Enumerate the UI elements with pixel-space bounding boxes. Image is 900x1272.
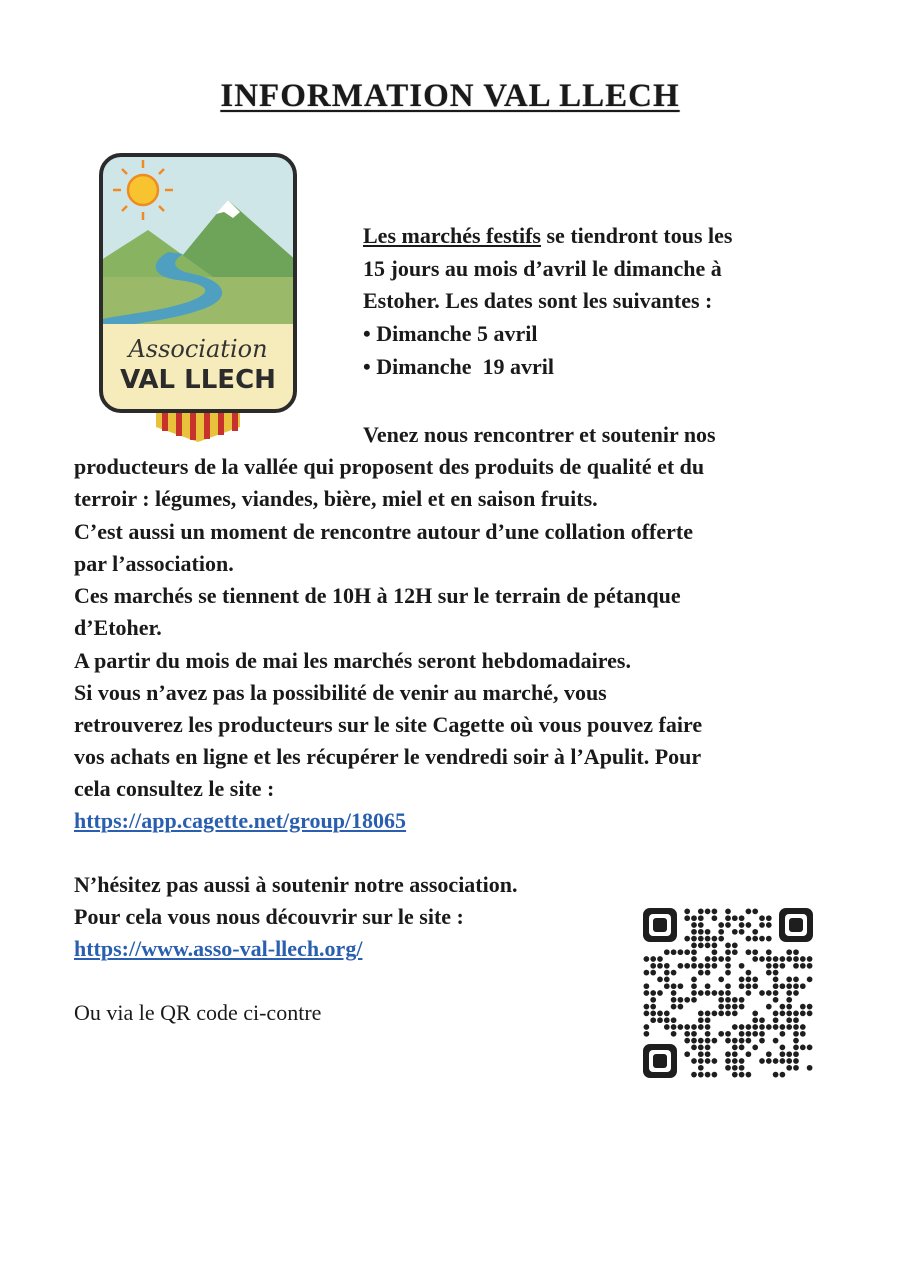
support-line: Pour cela vous nous découvrir sur le site :	[74, 904, 464, 929]
body-line: C’est aussi un moment de rencontre autour d’une collation offerte	[74, 519, 694, 544]
support-line: N’hésitez pas aussi à soutenir notre association.	[74, 872, 518, 897]
page-title: INFORMATION VAL LLECH	[220, 78, 680, 114]
body-line: d’Etoher.	[74, 615, 162, 640]
body-line: terroir : légumes, viandes, bière, miel et en saison fruits.	[74, 486, 598, 511]
body-line: Ces marchés se tiennent de 10H à 12H sur le terrain de pétanque	[74, 583, 681, 608]
body-line: Si vous n’avez pas la possibilité de venir au marché, vous	[74, 680, 607, 705]
markets-line-2: 15 jours au mois d’avril le dimanche à	[363, 256, 722, 281]
body-line: par l’association.	[74, 551, 234, 576]
body-line: producteurs de la vallée qui proposent des produits de qualité et du	[74, 454, 705, 479]
markets-line-3: Estoher. Les dates sont les suivantes :	[363, 288, 713, 313]
body-line: Venez nous rencontrer et soutenir nos	[363, 422, 716, 447]
body-line: cela consultez le site :	[74, 776, 275, 801]
markets-lead: Les marchés festifs	[363, 223, 541, 248]
cagette-link[interactable]: https://app.cagette.net/group/18065	[74, 808, 407, 833]
date-list-item: • Dimanche 19 avril	[363, 354, 555, 379]
asso-website-link[interactable]: https://www.asso-val-llech.org/	[74, 936, 363, 961]
markets-line-1: Les marchés festifs se tiendront tous les	[363, 223, 733, 248]
date-list-item: • Dimanche 5 avril	[363, 321, 538, 346]
body-line: retrouverez les producteurs sur le site Cagette où vous pouvez faire	[74, 712, 703, 737]
logo-name-text: VAL LLECH	[120, 365, 276, 395]
association-logo	[98, 152, 298, 442]
qr-code[interactable]	[643, 908, 813, 1078]
body-line: A partir du mois de mai les marchés seront hebdomadaires.	[74, 648, 631, 673]
qr-caption: Ou via le QR code ci-contre	[74, 1000, 322, 1025]
body-line: vos achats en ligne et les récupérer le vendredi soir à l’Apulit. Pour	[74, 744, 702, 769]
logo-script-text: Association	[128, 335, 268, 363]
